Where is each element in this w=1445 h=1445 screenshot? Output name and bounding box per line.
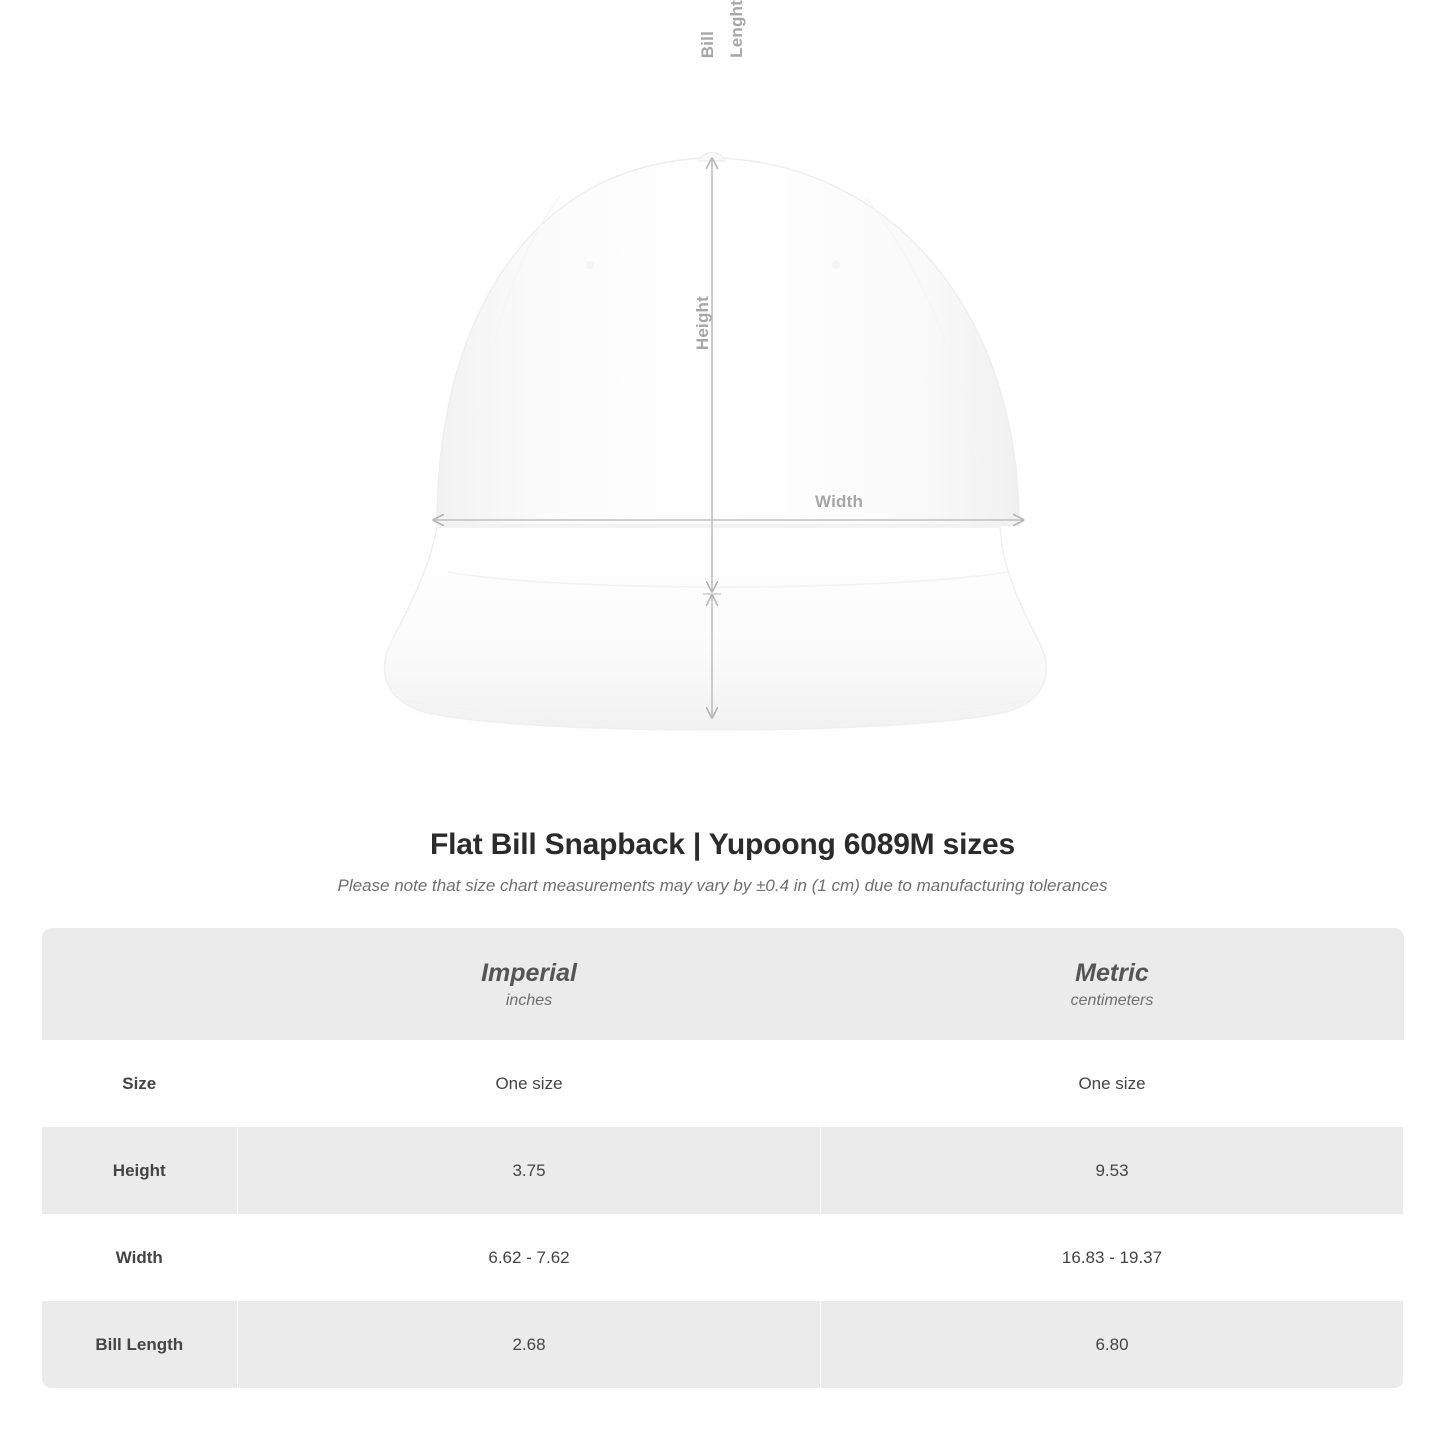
cell-height-metric: 9.53 bbox=[821, 1127, 1404, 1214]
header-spacer-cell bbox=[42, 928, 238, 1040]
header-imperial-name: Imperial bbox=[481, 959, 577, 987]
cell-height-imperial: 3.75 bbox=[238, 1127, 821, 1214]
cap-crown bbox=[437, 153, 1019, 532]
row-label-bill-length: Bill Length bbox=[42, 1301, 238, 1388]
dimension-label-height: Height bbox=[693, 296, 712, 351]
cell-width-metric: 16.83 - 19.37 bbox=[821, 1214, 1404, 1301]
table-row bbox=[42, 1301, 1404, 1388]
cell-size-imperial: One size bbox=[238, 1040, 821, 1127]
table-header-row bbox=[42, 928, 1404, 1040]
cell-width-imperial: 6.62 - 7.62 bbox=[238, 1214, 821, 1301]
cell-bill-length-metric: 6.80 bbox=[821, 1301, 1404, 1388]
table-row bbox=[42, 1214, 1404, 1301]
dimension-label-bill-line1: Bill bbox=[698, 30, 718, 58]
size-table-wrapper bbox=[42, 928, 1404, 1388]
row-label-size: Size bbox=[42, 1040, 238, 1127]
cap-bill bbox=[384, 527, 1046, 730]
dimension-label-width: Width bbox=[815, 492, 864, 511]
header-metric-name: Metric bbox=[1075, 959, 1149, 987]
header-metric-sub: centimeters bbox=[1070, 992, 1154, 1009]
page-title: Flat Bill Snapback | Yupoong 6089M sizes bbox=[429, 828, 1015, 861]
dimension-label-bill-line2: Lenght bbox=[726, 0, 746, 58]
cell-bill-length-imperial: 2.68 bbox=[238, 1301, 821, 1388]
cell-size-metric: One size bbox=[821, 1040, 1404, 1127]
title-block bbox=[0, 828, 1445, 896]
row-label-width: Width bbox=[42, 1214, 238, 1301]
size-table bbox=[42, 928, 1405, 1388]
header-metric bbox=[821, 928, 1404, 1040]
tolerance-note: Please note that size chart measurements may vary by ±0.4 in (1 cm) due to manufacturing tolerances bbox=[337, 876, 1108, 895]
header-imperial bbox=[238, 928, 821, 1040]
row-label-height: Height bbox=[42, 1127, 238, 1214]
header-imperial-sub: inches bbox=[505, 992, 553, 1009]
table-row bbox=[42, 1127, 1404, 1214]
table-row bbox=[42, 1040, 1404, 1127]
